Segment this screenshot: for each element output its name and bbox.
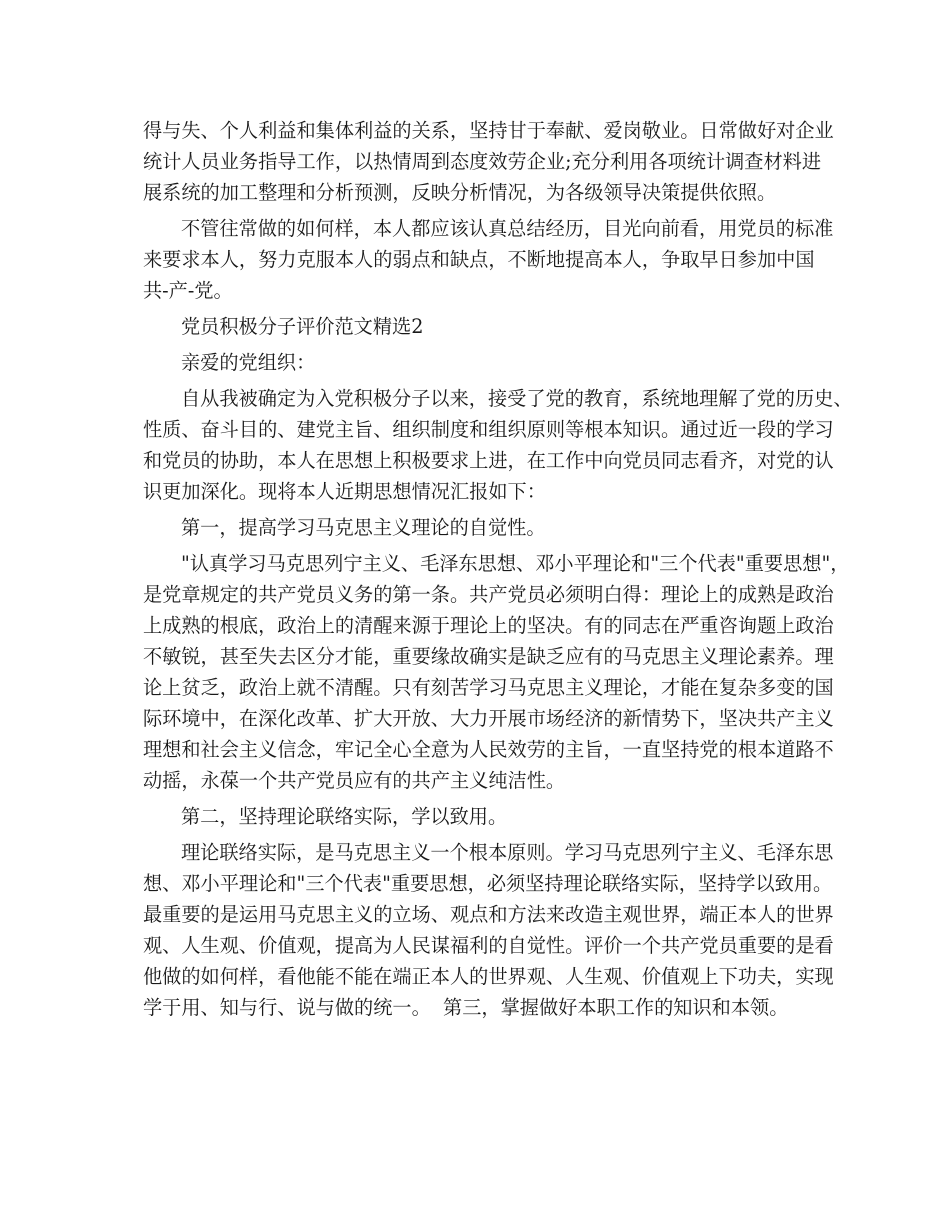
text-line: 论上贫乏，政治上就不清醒。只有刻苦学习马克思主义理论，才能在复杂多变的国 (143, 676, 834, 699)
text-line: 得与失、个人利益和集体利益的关系，坚持甘于奉献、爱岗敬业。日常做好对企业 (143, 119, 834, 142)
text-line: 动摇，永葆一个共产党员应有的共产主义纯洁性。 (143, 769, 566, 792)
text-line: 识更加深化。现将本人近期思想情况汇报如下： (143, 480, 546, 503)
text-line: 和党员的协助，本人在思想上积极要求上进，在工作中向党员同志看齐，对党的认 (143, 449, 834, 472)
text-line: 最重要的是运用马克思主义的立场、观点和方法来改造主观世界，端正本人的世界 (143, 903, 834, 926)
text-line: "认真学习马克思列宁主义、毛泽东思想、邓小平理论和"三个代表"重要思想"， (181, 552, 850, 575)
text-line: 观、人生观、价值观，提高为人民谋福利的自觉性。评价一个共产党员重要的是看 (143, 934, 834, 957)
text-line: 想、邓小平理论和"三个代表"重要思想，必须坚持理论联络实际，坚持学以致用。 (143, 872, 833, 895)
document-body (143, 115, 853, 1023)
text-line: 共-产-党。 (143, 279, 233, 302)
text-line: 第二，坚持理论联络实际，学以致用。 (181, 805, 508, 828)
text-line: 第一，提高学习马克思主义理论的自觉性。 (181, 516, 546, 539)
text-line: 他做的如何样，看他能不能在端正本人的世界观、人生观、价值观上下功夫，实现 (143, 965, 834, 988)
text-line: 学于用、知与行、说与做的统一。 第三，掌握做好本职工作的知识和本领。 (143, 996, 789, 1019)
text-line: 不管往常做的如何样，本人都应该认真总结经历，目光向前看，用党员的标准 (181, 217, 834, 240)
text-line: 展系统的加工整理和分析预测，反映分析情况，为各级领导决策提供依照。 (143, 181, 777, 204)
text-line: 性质、奋斗目的、建党主旨、组织制度和组织原则等根本知识。通过近一段的学习 (143, 418, 834, 441)
text-line: 自从我被确定为入党积极分子以来，接受了党的教育，系统地理解了党的历史、 (181, 387, 853, 410)
text-line: 党员积极分子评价范文精选2 (181, 315, 424, 338)
text-line: 上成熟的根底，政治上的清醒来源于理论上的坚决。有的同志在严重咨询题上政治 (143, 614, 834, 637)
text-line: 理想和社会主义信念，牢记全心全意为人民效劳的主旨，一直坚持党的根本道路不 (143, 738, 834, 761)
text-line: 理论联络实际，是马克思主义一个根本原则。学习马克思列宁主义、毛泽东思 (181, 841, 834, 864)
text-line: 亲爱的党组织： (181, 351, 316, 374)
text-line: 来要求本人，努力克服本人的弱点和缺点，不断地提高本人，争取早日参加中国 (143, 248, 815, 271)
text-line: 际环境中，在深化改革、扩大开放、大力开展市场经济的新情势下，坚决共产主义 (143, 707, 834, 730)
text-line: 是党章规定的共产党员义务的第一条。共产党员必须明白得：理论上的成熟是政治 (143, 583, 834, 606)
text-line: 统计人员业务指导工作，以热情周到态度效劳企业;充分利用各项统计调查材料进 (143, 150, 822, 173)
text-line: 不敏锐，甚至失去区分才能，重要缘故确实是缺乏应有的马克思主义理论素养。理 (143, 645, 834, 668)
